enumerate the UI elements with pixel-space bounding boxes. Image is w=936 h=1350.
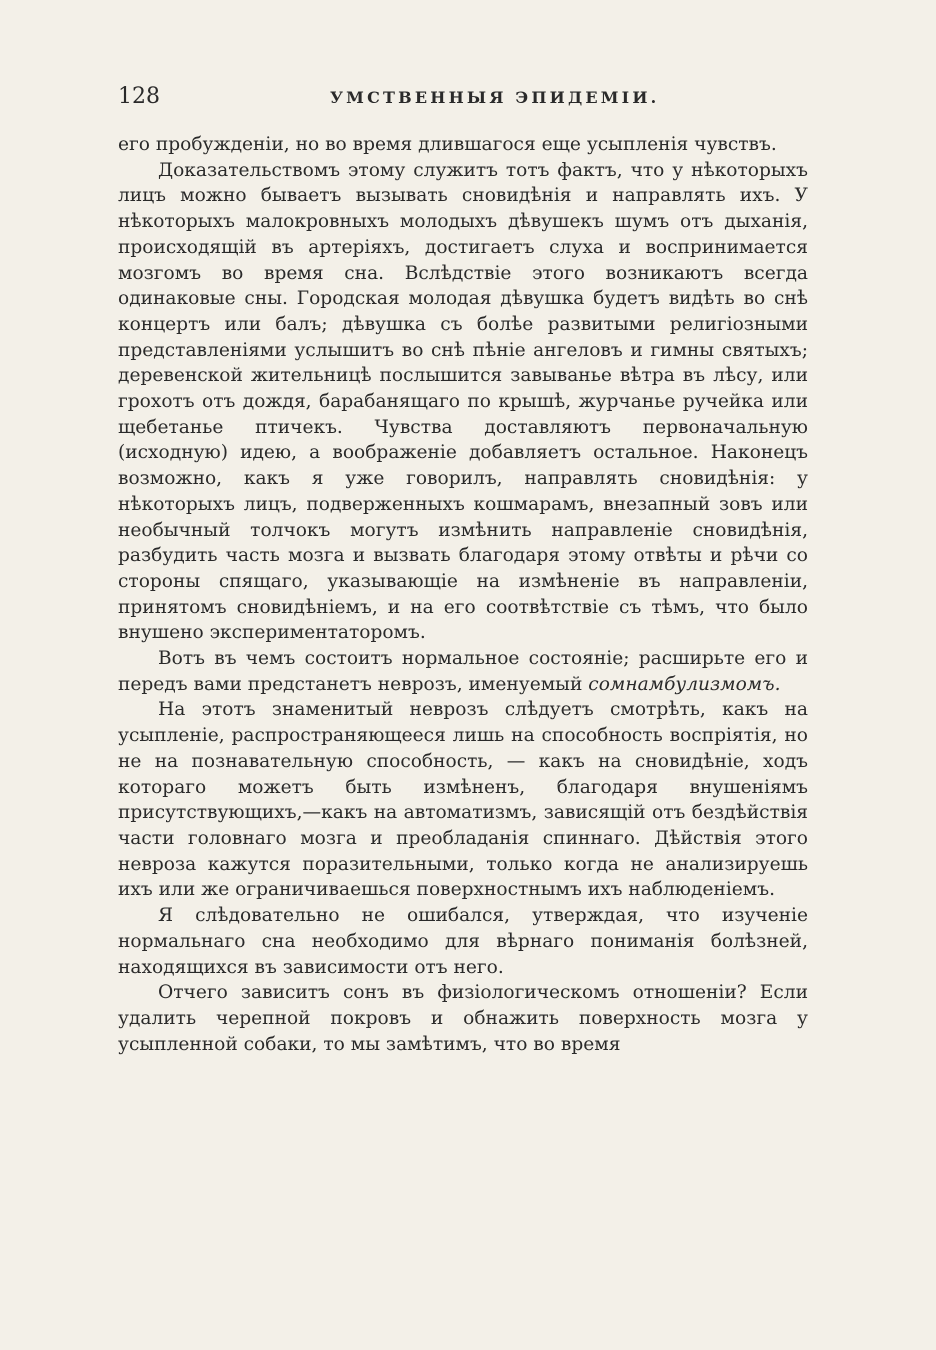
paragraph-5: Я слѣдовательно не ошибался, утверждая, что изученіе нормальнаго сна необходимо для вѣрнаго пониманія болѣзней, находящихся въ зависимости отъ него. xyxy=(118,905,808,978)
running-title: УМСТВЕННЫЯ ЭПИДЕМІИ. xyxy=(330,88,660,107)
body-text xyxy=(118,132,808,1057)
paragraph-4: На этотъ знаменитый неврозъ слѣдуетъ смотрѣть, какъ на усыпленіе, распространяющееся лишь на способность воспріятія, но не на познавательную способность, — какъ на сновидѣніе, ходъ котораго можетъ быть измѣненъ, благодаря внушеніямъ присутствующихъ,—какъ на автоматизмъ, зависящій отъ бездѣйствія части головнаго мозга и преобладанія спиннаго. Дѣйствія этого невроза кажутся поразительными, только когда не анализируешь ихъ или же ограничиваешься поверхностнымъ ихъ наблюденіемъ. xyxy=(118,699,808,901)
page-header xyxy=(118,84,808,114)
italic-term: сомнамбулизмомъ. xyxy=(588,673,781,695)
page-number: 128 xyxy=(118,84,160,109)
paragraph-3 xyxy=(118,646,808,697)
paragraph-1: его пробужденіи, но во время длившагося еще усыпленія чувствъ. xyxy=(118,134,777,155)
paragraph-3-text: Вотъ въ чемъ состоитъ нормальное состояніе; расширьте его и передъ вами предстанетъ неврозъ, именуемый xyxy=(118,648,808,695)
paragraph-2: Доказательствомъ этому служитъ тотъ фактъ, что у нѣкоторыхъ лицъ можно бываетъ вызывать сновидѣнія и направлять ихъ. У нѣкоторыхъ малокровныхъ молодыхъ дѣвушекъ шумъ отъ дыханія, происходящій въ артеріяхъ, достигаетъ слуха и воспринимается мозгомъ во время сна. Вслѣдствіе этого возникаютъ всегда одинаковые сны. Городская молодая дѣвушка будетъ видѣть во снѣ концертъ или балъ; дѣвушка съ болѣе развитыми религіозными представленіями услышитъ во снѣ пѣніе ангеловъ и гимны святыхъ; деревенской жительницѣ послышится завыванье вѣтра въ лѣсу, или грохотъ отъ дождя, барабанящаго по крышѣ, журчанье ручейка или щебетанье птичекъ. Чувства доставляютъ первоначальную (исходную) идею, а воображеніе добавляетъ остальное. Наконецъ возможно, какъ я уже говорилъ, направлять сновидѣнія: у нѣкоторыхъ лицъ, подверженныхъ кошмарамъ, внезапный зовъ или необычный толчокъ могутъ измѣнить направленіе сновидѣнія, разбудить часть мозга и вызвать благодаря этому отвѣты и рѣчи со стороны спящаго, указывающіе на измѣненіе въ направленіи, принятомъ сновидѣніемъ, и на его соотвѣтствіе съ тѣмъ, что было внушено экспериментаторомъ. xyxy=(118,159,808,644)
paragraph-6: Отчего зависитъ сонъ въ физіологическомъ отношеніи? Если удалить черепной покровъ и обнажить поверхность мозга у усыпленной собаки, то мы замѣтимъ, что во время xyxy=(118,982,808,1055)
